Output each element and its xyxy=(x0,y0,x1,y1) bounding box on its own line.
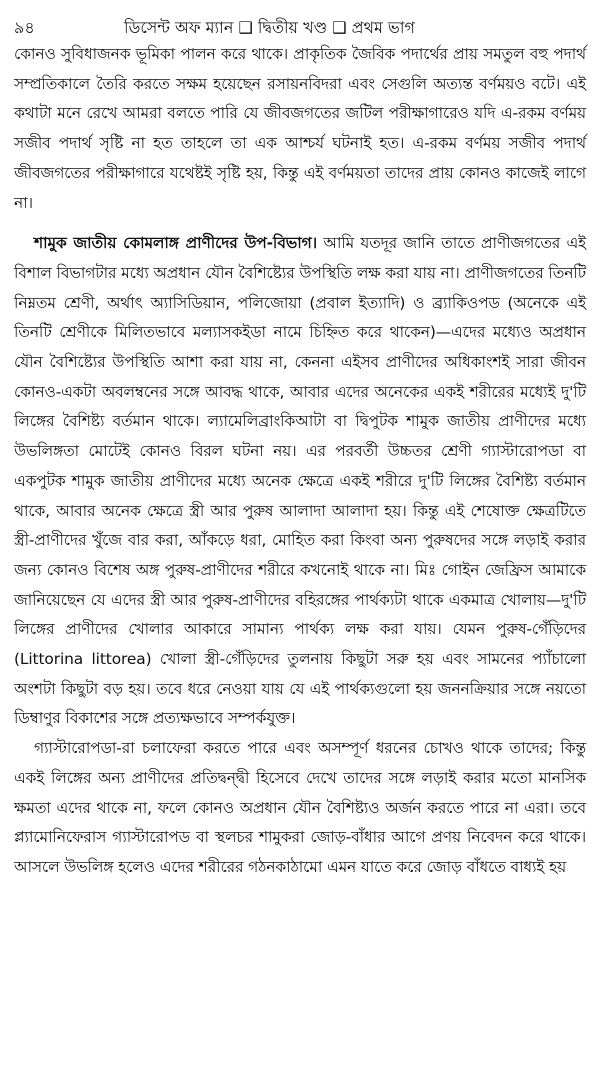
running-head-title: ডিসেন্ট অফ ম্যান ❑ দ্বিতীয় খণ্ড ❑ প্রথম ভাগ xyxy=(124,18,415,37)
text-body xyxy=(14,40,586,883)
section-heading: শামুক জাতীয় কোমলাঙ্গ প্রাণীদের উপ-বিভাগ। xyxy=(34,234,318,253)
paragraph-text: গ্যাস্টারোপডা-রা চলাফেরা করতে পারে এবং অসম্পূর্ণ ধরনের চোখও থাকে তাদের; কিন্তু একই লিঙ্গের অন্য প্রাণীদের প্রতিদ্বন্দ্বী হিসেবে দেখে তাদের সঙ্গে লড়াই করার মতো মানসিক ক্ষমতা এদের থাকে না, ফলে কোনও অপ্রধান যৌন বৈশিষ্ট্যও অর্জন করতে পারে না এরা। তবে প্ল্যামোনিফেরাস গ্যাস্টারোপড বা স্থলচর শামুকরা জোড়-বাঁধার আগে প্রণয় নিবেদন করে থাকে। আসলে উভলিঙ্গ হলেও এদের শরীরের গঠনকাঠামো এমন যাতে করে জোড় বাঁধতে বাধ্যই হয় xyxy=(14,739,586,876)
paragraph xyxy=(14,229,586,734)
paragraph xyxy=(14,734,586,883)
running-head xyxy=(14,16,586,40)
page-number: ৯৪ xyxy=(14,18,35,37)
paragraph xyxy=(14,40,586,218)
paragraph-text: কোনও সুবিধাজনক ভূমিকা পালন করে থাকে। প্রাকৃতিক জৈবিক পদার্থের প্রায় সমতুল বহু পদার্থ সম্প্রতিকালে তৈরি করতে সক্ষম হয়েছেন রসায়নবিদরা এবং সেগুলি অত্যন্ত বর্ণময়ও বটে। এই কথাটা মনে রেখে আমরা বলতে পারি যে জীবজগতের জটিল পরীক্ষাগারেও যদি এ-রকম বর্ণময় সজীব পদার্থ সৃষ্টি না হত তাহলে তা এক আশ্চর্য ঘটনাই হত। এ-রকম বর্ণময় সজীব পদার্থ জীবজগতের পরীক্ষাগারে যথেষ্টই সৃষ্টি হয়, কিন্তু এই বর্ণময়তা তাদের প্রায় কোনও কাজেই লাগে না। xyxy=(14,45,586,212)
paragraph-text: আমি যতদূর জানি তাতে প্রাণীজগতের এই বিশাল বিভাগটার মধ্যে অপ্রধান যৌন বৈশিষ্ট্যের উপস্থিতি লক্ষ করা যায় না। প্রাণীজগতের তিনটি নিম্নতম শ্রেণী, অর্থাৎ অ্যাসিডিয়ান, পলিজোয়া (প্রবাল ইত্যাদি) ও ব্র্যাকিওপড (অনেকে এই তিনটি শ্রেণীকে মিলিতভাবে মল্যাসকইডা নামে চিহ্নিত করে থাকেন)—এদের মধ্যেও অপ্রধান যৌন বৈশিষ্ট্যের উপস্থিতি আশা করা যায় না, কেননা এইসব প্রাণীদের অধিকাংশই সারা জীবন কোনও-একটা অবলম্বনের সঙ্গে আবদ্ধ থাকে, আবার এদের অনেকের একই শরীরের মধ্যেই দু'টি লিঙ্গের বৈশিষ্ট্য বর্তমান থাকে। ল্যামেলিব্রাংকিআটা বা দ্বিপুটক শামুক জাতীয় প্রাণীদের মধ্যে উভলিঙ্গতা মোটেই কোনও বিরল ঘটনা নয়। এর পরবর্তী উচ্চতর শ্রেণী গ্যাস্টারোপডা বা একপুটক শামুক জাতীয় প্রাণীদের মধ্যে অনেক ক্ষেত্রে একই শরীরে দু'টি লিঙ্গের বৈশিষ্ট্য বর্তমান থাকে, আবার অনেক ক্ষেত্রে স্ত্রী আর পুরুষ আলাদা আলাদা হয়। কিন্তু এই শেষোক্ত ক্ষেত্রটিতে স্ত্রী-প্রাণীদের খুঁজে বার করা, আঁকড়ে ধরা, মোহিত করা কিংবা অন্য পুরুষদের সঙ্গে লড়াই করার জন্য কোনও বিশেষ অঙ্গ পুরুষ-প্রাণীদের শরীরে কখনোই থাকে না। মিঃ গোইন জেফ্রিস আমাকে জানিয়েছেন যে এদের স্ত্রী আর পুরুষ-প্রাণীদের বহিরঙ্গের পার্থক্যটা থাকে একমাত্র খোলায়—দু'টি লিঙ্গের প্রাণীদের খোলার আকারে সামান্য পার্থক্য লক্ষ করা যায়। যেমন পুরুষ-গেঁড়িদের (Littorina littorea) খোলা স্ত্রী-গেঁড়িদের তুলনায় কিছুটা সরু হয় এবং সামনের প্যাঁচালো অংশটা কিছুটা বড় হয়। তবে ধরে নেওয়া যায় যে এই পার্থক্যগুলো হয় জননক্রিয়ার সঙ্গে নয়তো ডিম্বাণুর বিকাশের সঙ্গে প্রত্যক্ষভাবে সম্পর্কযুক্ত। xyxy=(14,234,586,728)
